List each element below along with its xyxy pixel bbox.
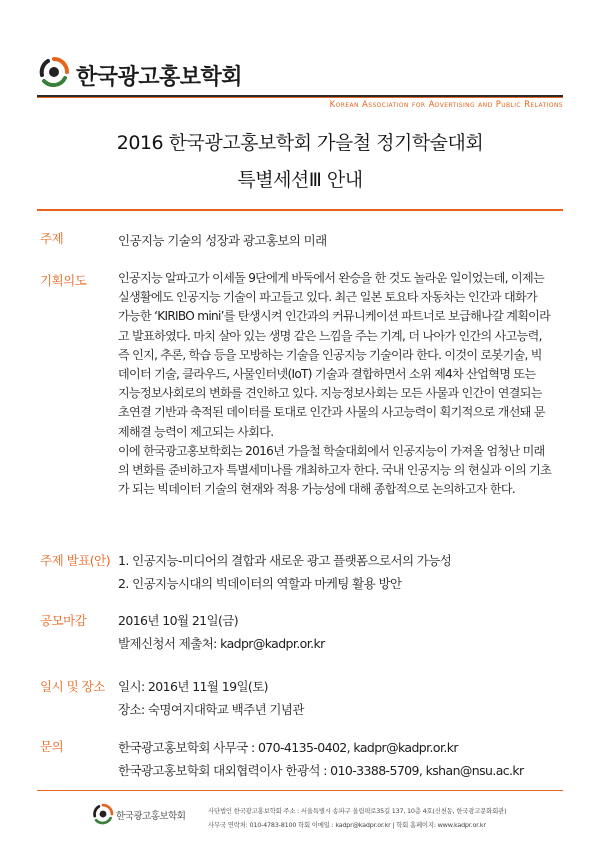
footer-contact: 사무국 연락처: 010-4783-8100 학회 이메일 : kadpr@kadpr.or.kr | 학회 홈페이지: www.kadpr.or.kr — [208, 821, 486, 829]
org-name: 한국광고홍보학회 — [76, 65, 243, 90]
letterhead — [0, 0, 600, 118]
topic-label: 주제 — [40, 231, 64, 246]
purpose-line: 가 되는 빅데이터 기술의 현재와 적용 가능성에 대해 종합적으로 논의하고자 한다. — [118, 482, 516, 497]
presentation-item: 1. 인공지능-미디어의 결합과 새로운 광고 플랫폼으로서의 가능성 — [118, 553, 452, 568]
contact-line: 한국광고홍보학회 대외협력이사 한광석 : 010-3388-5709, kshan@nsu.ac.kr — [118, 763, 524, 778]
schedule-label: 일시 및 장소 — [40, 679, 105, 694]
event-venue: 장소: 숙명여지대학교 백주년 기념관 — [118, 702, 304, 717]
purpose-line: 인공지능 알파고가 이세돌 9단에게 바둑에서 완승을 한 것도 놀라운 일이었는데, 이제는 — [118, 271, 544, 285]
presentations-label: 주제 발표(안) — [40, 553, 111, 568]
header-accent-rule — [37, 97, 563, 98]
purpose-line: 제해결 능력이 제고되는 사회다. — [118, 424, 274, 439]
footer-org-name: 한국광고홍보학회 — [116, 811, 186, 822]
page-title: 2016 한국광고홍보학회 가을철 정기학술대회 — [116, 132, 484, 154]
purpose-body — [118, 269, 564, 499]
submission-email: 발제신청서 제출처: kadpr@kadpr.or.kr — [118, 636, 325, 651]
purpose-line: 의 변화를 준비하고자 특별세미나를 개최하고자 한다. 국내 인공지능 의 현실과 이의 기초 — [118, 463, 552, 478]
purpose-line: 실생활에도 인공지능 기술이 파고들고 있다. 최근 일본 토요타 자동차는 인간과 대화가 — [118, 290, 537, 305]
purpose-line: 이에 한국광고홍보학회는 2016년 가을철 학술대회에서 인공지능이 가져올 엄청난 미래 — [118, 443, 545, 458]
event-datetime: 일시: 2016년 11월 19일(토) — [118, 679, 268, 694]
deadline-date: 2016년 10월 21일(금) — [118, 613, 239, 628]
association-logo-icon — [38, 56, 70, 88]
purpose-line: 지능정보사회로의 변화를 견인하고 있다. 지능정보사회는 모든 사물과 인간이 연결되는 — [118, 386, 542, 401]
purpose-line: 즉 인지, 추론, 학습 등을 모방하는 기술을 인공지능 기술이라 한다. 이것이 로봇기술, 빅 — [118, 347, 542, 362]
purpose-line: 데이터 기술, 클라우드, 사물인터넷(IoT) 기술과 결합하면서 소위 제4차 산업혁명 또는 — [118, 367, 536, 382]
footer-address: 사단법인 한국광고홍보학회 주소 : 서울특별시 송파구 올림픽로35길 137, 10층 4호(신천동, 한국광고문화회관) — [208, 807, 507, 815]
contact-line: 한국광고홍보학회 사무국 : 070-4135-0402, kadpr@kadpr.or.kr — [118, 740, 458, 755]
presentation-item: 2. 인공지능시대의 빅데이터의 역할과 마케팅 활용 방안 — [118, 576, 402, 591]
purpose-line: 고 발표하였다. 마치 살아 있는 생명 같은 느낌을 주는 기계, 더 나아가 인간의 사고능력, — [118, 328, 542, 343]
topic-value: 인공지능 기술의 성장과 광고홍보의 미래 — [118, 233, 327, 248]
org-name-english: Korean Association for Advertising and Public Relations — [329, 100, 563, 110]
deadline-label: 공모마감 — [40, 613, 87, 628]
purpose-line: 초연결 기반과 축적된 데이터를 토대로 인간과 사물의 사고능력이 획기적으로 개선돼 문 — [118, 405, 545, 420]
purpose-label: 기획의도 — [40, 273, 87, 288]
purpose-line: 가능한 ‘KIRIBO mini’를 탄생시켜 인간과의 커뮤니케이션 파트너로 보급해나갈 계획이라 — [118, 309, 551, 324]
page-subtitle: 특별세션Ⅲ 안내 — [237, 169, 363, 191]
contact-label: 문의 — [40, 739, 64, 754]
footer-logo-icon — [92, 803, 114, 825]
title-divider — [37, 209, 563, 211]
footer-divider — [37, 790, 563, 791]
